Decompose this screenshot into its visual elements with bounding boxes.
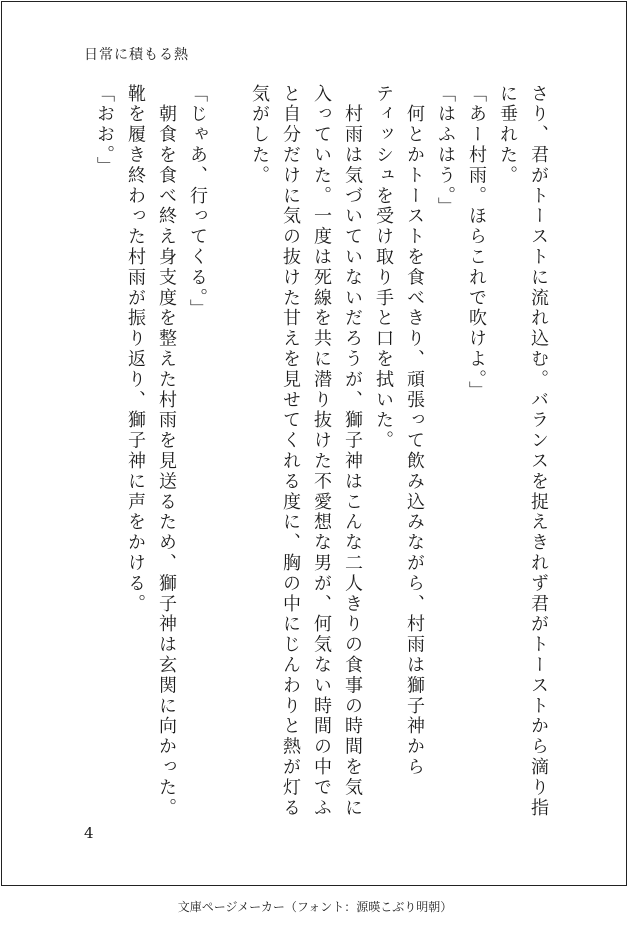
text-line: 村雨は気づいていないだろうが、獅子神はこんな二人きりの食事の時間を気に — [342, 84, 363, 819]
text-line: と自分だけに気の抜けた甘えを見せてくれる度に、胸の中にじんわりと熱が灯る — [280, 84, 301, 819]
body-text — [89, 84, 554, 819]
text-line: 「おお。」 — [94, 84, 115, 177]
text-line: 靴を履き終わった村雨が振り返り、獅子神に声をかける。 — [125, 84, 146, 615]
text-line: ティッシュを受け取り手と口を拭いた。 — [373, 84, 394, 452]
text-line: 何とかトーストを食べきり、頑張って飲み込みながら、村雨は獅子神から — [404, 84, 425, 778]
text-line: 気がした。 — [249, 84, 270, 186]
text-line: 朝食を食べ終え身支度を整えた村雨を見送るため、獅子神は玄関に向かった。 — [156, 84, 177, 819]
page-number: 4 — [84, 824, 94, 842]
text-line: 「はふはう。」 — [435, 84, 456, 218]
text-line: に垂れた。 — [497, 84, 518, 186]
footer-credit: 文庫ページメーカー（フォント：源暎こぶり明朝） — [177, 900, 453, 914]
blank-line — [213, 84, 244, 814]
text-line: 「あー村雨。ほらこれで吹けよ。」 — [466, 84, 487, 402]
text-line: 「じゃあ、行ってくる。」 — [187, 84, 208, 320]
text-line: 入っていた。一度は死線を共に潜り抜けた不愛想な男が、何気ない時間の中でふ — [311, 84, 332, 819]
text-line: さり、君がトーストに流れ込む。バランスを捉えきれず君がトーストから滴り指 — [528, 84, 549, 819]
running-title: 日常に積もる熱 — [84, 47, 189, 63]
